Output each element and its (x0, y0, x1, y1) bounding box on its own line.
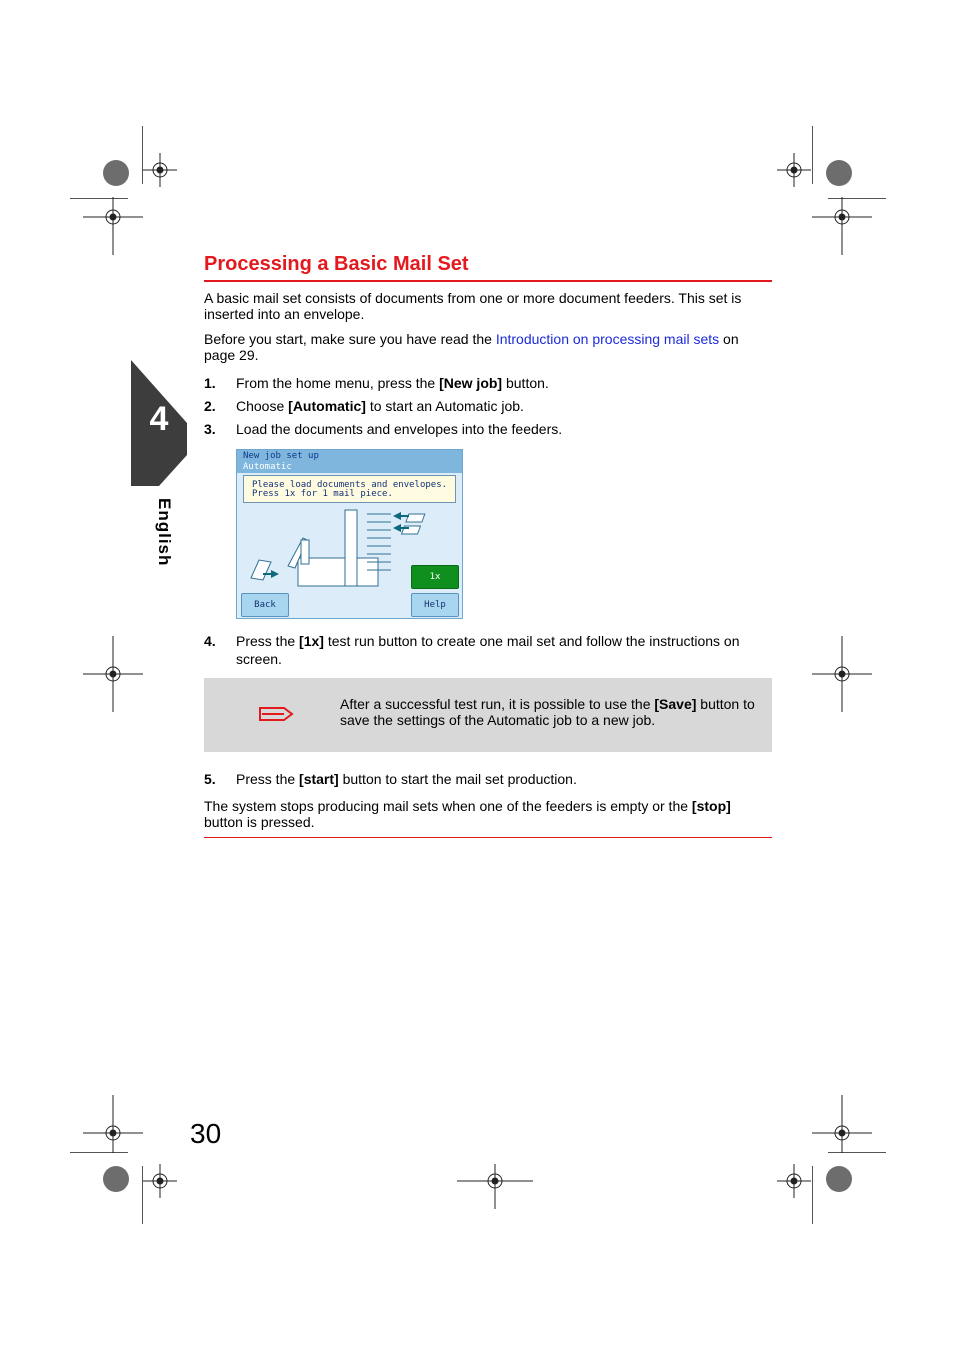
step-item: 5. Press the [start] button to start the mail set production. (204, 771, 577, 787)
intro-paragraph: A basic mail set consists of documents from one or more document feeders. This set is inserted into an envelope. (204, 290, 742, 322)
step-item: 1. From the home menu, press the [New job] button. (204, 375, 549, 391)
introduction-link[interactable]: Introduction on processing mail sets (495, 331, 720, 347)
help-button[interactable]: Help (411, 593, 459, 617)
section-end-rule (204, 837, 772, 838)
prerequisite-paragraph: Before you start, make sure you have read the Introduction on processing mail sets on page 29. (204, 331, 739, 363)
test-run-1x-button[interactable]: 1x (411, 565, 459, 589)
language-label: English (155, 498, 174, 567)
device-screen (236, 449, 463, 619)
page-number: 30 (190, 1118, 222, 1149)
step-item: 2. Choose [Automatic] to start an Automatic job. (204, 398, 524, 414)
closing-paragraph: The system stops producing mail sets when one of the feeders is empty or the [stop] button is pressed. (204, 798, 731, 830)
screen-header (237, 450, 462, 473)
step-item: 4. Press the [1x] test run button to create one mail set and follow the instructions on screen. (204, 633, 740, 667)
screen-message-line: Press 1x for 1 mail piece. (252, 489, 393, 499)
screen-subtitle: Automatic (243, 462, 292, 472)
title-rule (204, 280, 772, 282)
note-box (204, 678, 772, 752)
back-button[interactable]: Back (241, 593, 289, 617)
screen-message (243, 475, 456, 503)
chapter-number: 4 (149, 400, 169, 438)
section-title: Processing a Basic Mail Set (204, 253, 469, 275)
note-text: After a successful test run, it is possible to use the [Save] button to save the settings of the Automatic job to a new job. (340, 696, 755, 728)
screen-title: New job set up (243, 451, 319, 461)
step-item: 3. Load the documents and envelopes into the feeders. (204, 421, 563, 437)
note-pencil-icon (256, 704, 296, 724)
screen-message-line: Please load documents and envelopes. (252, 480, 448, 490)
